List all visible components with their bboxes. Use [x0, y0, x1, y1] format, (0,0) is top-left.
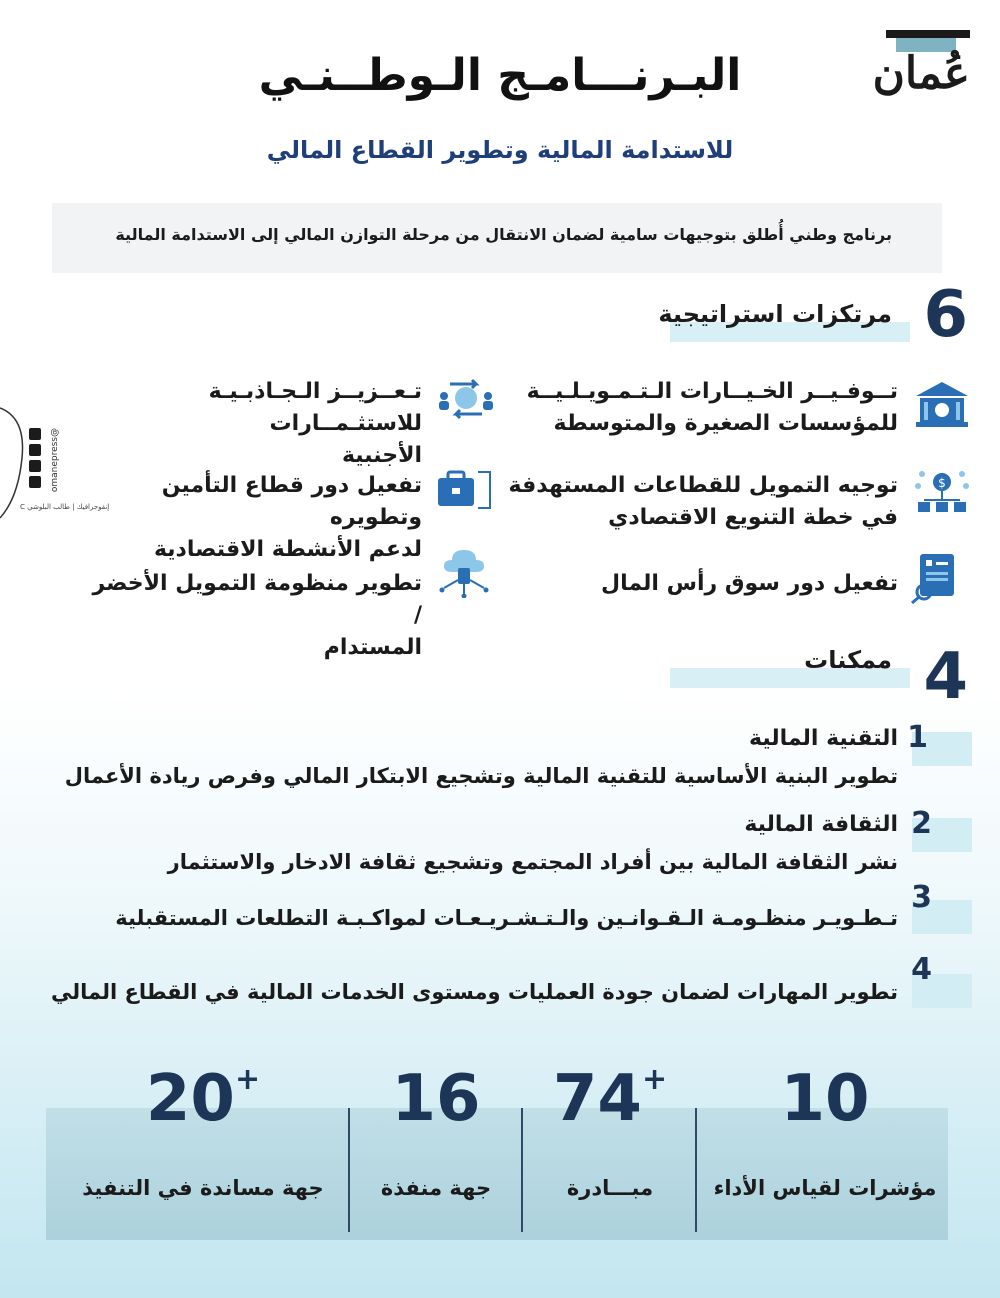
- stats-divider: [695, 1108, 697, 1232]
- enablers-number: 4: [923, 640, 968, 714]
- intro-text: برنامج وطني أُطلق بتوجيهات سامية لضمان الانتقال من مرحلة التوازن المالي إلى الاستدامة المالية: [115, 225, 892, 244]
- stat-4-value: 20: [145, 1062, 235, 1136]
- briefcase-icon: [434, 464, 494, 516]
- exchange-people-icon: [436, 372, 496, 424]
- enabler-2-title: الثقافة المالية: [744, 812, 898, 837]
- enabler-4-desc: تطوير المهارات لضمان جودة العمليات ومستوى الخدمات المالية في القطاع المالي: [50, 980, 898, 1004]
- enabler-3-desc: تـطـويـر منظـومـة الـقـوانـين والـتـشـريـعـات لمواكـبـة التطلعات المستقبلية: [115, 906, 898, 930]
- stat-4-label: جهة مساندة في التنفيذ: [82, 1176, 324, 1200]
- oman-logo: [872, 30, 970, 110]
- stat-1-value: 10: [780, 1062, 870, 1136]
- pillar-5-line1: تفعيل دور سوق رأس المال: [601, 571, 898, 596]
- social-strip: [0, 398, 110, 528]
- youtube-icon[interactable]: [29, 460, 41, 472]
- pillar-1: [498, 376, 898, 440]
- pillar-2: [82, 376, 422, 472]
- stat-1-label: مؤشرات لقياس الأداء: [713, 1176, 937, 1200]
- enabler-2-number: 2: [911, 806, 932, 841]
- stat-2-value: 74: [552, 1062, 642, 1136]
- green-finance-icon: [434, 546, 494, 598]
- stats-divider: [348, 1108, 350, 1232]
- infographic-credit: C إنفوجرافيك | طالب البلوشي: [20, 503, 110, 511]
- stat-4-plus: +: [234, 1062, 261, 1097]
- pillar-2-line1: تـعــزيــز الـجـاذبـيـة للاستثـمــارات: [208, 379, 422, 436]
- pillars-label: مرتكزات استراتيجية: [658, 300, 892, 328]
- pillar-1-line1: تــوفـيــر الخـيــارات الـتـمـويـلـيــة: [526, 379, 898, 404]
- pillar-3: [498, 470, 898, 534]
- enabler-3-number: 3: [911, 880, 932, 915]
- instagram-icon[interactable]: [29, 476, 41, 488]
- svg-text:$: $: [938, 476, 946, 490]
- enabler-1-desc: تطوير البنية الأساسية للتقنية المالية وتشجيع الابتكار المالي وفرص ريادة الأعمال: [64, 764, 898, 788]
- logo-bar: [886, 30, 970, 38]
- pillar-6-line1: تطوير منظومة التمويل الأخضر /: [92, 571, 422, 628]
- twitter-icon[interactable]: [29, 444, 41, 456]
- pillar-6: [82, 568, 422, 664]
- pillar-1-line2: للمؤسسات الصغيرة والمتوسطة: [553, 411, 898, 436]
- social-handle: @omanepress: [50, 428, 60, 493]
- logo-text: عُمان: [872, 48, 970, 99]
- stat-2-number: [526, 1062, 694, 1136]
- enabler-1-number: 1: [907, 720, 928, 755]
- enabler-4-number: 4: [911, 952, 932, 987]
- pillar-3-line1: توجيه التمويل للقطاعات المستهدفة: [508, 473, 898, 498]
- stat-2-plus: +: [641, 1062, 668, 1097]
- pillar-4-line1: تفعيل دور قطاع التأمين وتطويره: [161, 473, 422, 530]
- facebook-icon[interactable]: [29, 428, 41, 440]
- pillar-4: [82, 470, 422, 566]
- page-subtitle: للاستدامة المالية وتطوير القطاع المالي: [266, 136, 734, 164]
- pillar-4-line2: لدعم الأنشطة الاقتصادية: [153, 537, 422, 562]
- stat-2-label: مبـــادرة: [566, 1176, 654, 1200]
- market-report-icon: [908, 552, 968, 604]
- enabler-1-title: التقنية المالية: [749, 726, 898, 751]
- pillars-number: 6: [923, 278, 968, 352]
- pillar-6-line2: المستدام: [323, 635, 422, 660]
- stats-divider: [521, 1108, 523, 1232]
- pillar-5: [498, 568, 898, 600]
- social-icons: [29, 428, 41, 492]
- stat-3-label: جهة منفذة: [380, 1176, 492, 1200]
- stat-4-number: [60, 1062, 346, 1136]
- page-title: البـرنـــامـج الـوطــنـي: [258, 50, 742, 101]
- pillar-2-line2: الأجنبية: [341, 443, 422, 468]
- bank-icon: [912, 378, 972, 430]
- pillar-3-line2: في خطة التنويع الاقتصادي: [608, 505, 898, 530]
- network-money-icon: [912, 466, 972, 518]
- stat-3-number: [352, 1062, 520, 1136]
- stat-1-number: [700, 1062, 950, 1136]
- stat-3-value: 16: [391, 1062, 481, 1136]
- enabler-2-desc: نشر الثقافة المالية بين أفراد المجتمع وتشجيع ثقافة الادخار والاستثمار: [167, 850, 898, 874]
- enablers-label: ممكنات: [804, 646, 892, 674]
- intro-box: [52, 203, 942, 273]
